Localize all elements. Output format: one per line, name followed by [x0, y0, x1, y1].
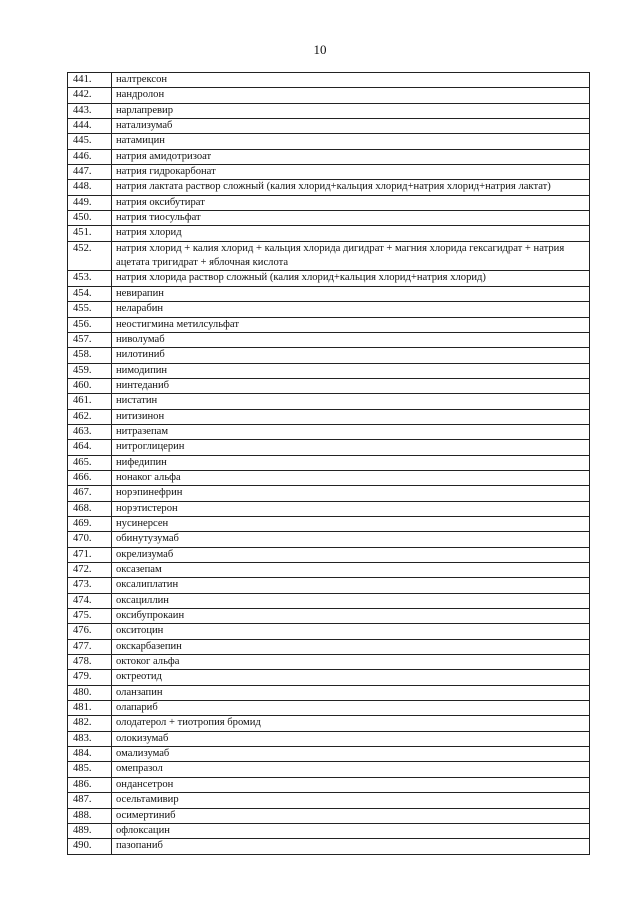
row-number: 472. — [68, 563, 112, 578]
drug-name: натрия хлорид + калия хлорид + кальция хлорида дигидрат + магния хлорида гексагидрат + натрия ацетата тригидрат + яблочная кислота — [112, 241, 590, 271]
drug-name: натрия тиосульфат — [112, 211, 590, 226]
drug-name: норэпинефрин — [112, 486, 590, 501]
row-number: 475. — [68, 609, 112, 624]
table-row — [68, 286, 590, 301]
table-row — [68, 195, 590, 210]
row-number: 473. — [68, 578, 112, 593]
table-row — [68, 149, 590, 164]
table-row — [68, 823, 590, 838]
drug-list-table — [67, 72, 590, 855]
row-number: 445. — [68, 134, 112, 149]
row-number: 487. — [68, 793, 112, 808]
drug-name: натрия хлорида раствор сложный (калия хлорид+кальция хлорид+натрия хлорид) — [112, 271, 590, 286]
drug-name: нитроглицерин — [112, 440, 590, 455]
row-number: 449. — [68, 195, 112, 210]
row-number: 470. — [68, 532, 112, 547]
table-row — [68, 165, 590, 180]
row-number: 471. — [68, 547, 112, 562]
drug-name: оланзапин — [112, 685, 590, 700]
drug-name: окскарбазепин — [112, 639, 590, 654]
table-row — [68, 378, 590, 393]
table-row — [68, 271, 590, 286]
table-row — [68, 409, 590, 424]
table-row — [68, 793, 590, 808]
row-number: 463. — [68, 424, 112, 439]
row-number: 484. — [68, 747, 112, 762]
row-number: 480. — [68, 685, 112, 700]
table-row — [68, 501, 590, 516]
drug-name: офлоксацин — [112, 823, 590, 838]
table-row — [68, 134, 590, 149]
table-row — [68, 578, 590, 593]
table-row — [68, 593, 590, 608]
table-row — [68, 180, 590, 195]
table-row — [68, 762, 590, 777]
row-number: 486. — [68, 777, 112, 792]
table-row — [68, 639, 590, 654]
row-number: 489. — [68, 823, 112, 838]
drug-name: обинутузумаб — [112, 532, 590, 547]
row-number: 466. — [68, 470, 112, 485]
row-number: 457. — [68, 332, 112, 347]
drug-name: нитразепам — [112, 424, 590, 439]
row-number: 453. — [68, 271, 112, 286]
drug-name: натализумаб — [112, 119, 590, 134]
row-number: 451. — [68, 226, 112, 241]
table-row — [68, 685, 590, 700]
row-number: 442. — [68, 88, 112, 103]
drug-name: олапариб — [112, 701, 590, 716]
row-number: 447. — [68, 165, 112, 180]
drug-name: ниволумаб — [112, 332, 590, 347]
row-number: 474. — [68, 593, 112, 608]
drug-name: нандролон — [112, 88, 590, 103]
row-number: 477. — [68, 639, 112, 654]
table-row — [68, 808, 590, 823]
row-number: 478. — [68, 655, 112, 670]
table-row — [68, 624, 590, 639]
drug-name: осельтамивир — [112, 793, 590, 808]
drug-name: олокизумаб — [112, 731, 590, 746]
row-number: 490. — [68, 839, 112, 854]
table-row — [68, 455, 590, 470]
row-number: 444. — [68, 119, 112, 134]
row-number: 448. — [68, 180, 112, 195]
table-row — [68, 563, 590, 578]
row-number: 443. — [68, 103, 112, 118]
row-number: 468. — [68, 501, 112, 516]
row-number: 476. — [68, 624, 112, 639]
table-row — [68, 226, 590, 241]
table-row — [68, 516, 590, 531]
drug-name: окситоцин — [112, 624, 590, 639]
row-number: 452. — [68, 241, 112, 271]
table-row — [68, 547, 590, 562]
table-row — [68, 241, 590, 271]
table-row — [68, 470, 590, 485]
row-number: 461. — [68, 394, 112, 409]
drug-name: нитизинон — [112, 409, 590, 424]
row-number: 455. — [68, 302, 112, 317]
drug-name: натрия амидотризоат — [112, 149, 590, 164]
table-row — [68, 486, 590, 501]
page-number: 10 — [313, 42, 327, 57]
table-row — [68, 701, 590, 716]
drug-name: оксациллин — [112, 593, 590, 608]
table-row — [68, 317, 590, 332]
drug-name: неостигмина метилсульфат — [112, 317, 590, 332]
table-row — [68, 88, 590, 103]
table-row — [68, 532, 590, 547]
row-number: 460. — [68, 378, 112, 393]
drug-name: натрия оксибутират — [112, 195, 590, 210]
table-row — [68, 73, 590, 88]
table-row — [68, 655, 590, 670]
table-row — [68, 440, 590, 455]
drug-list-body — [68, 73, 590, 855]
table-row — [68, 302, 590, 317]
drug-name: пазопаниб — [112, 839, 590, 854]
drug-name: нистатин — [112, 394, 590, 409]
table-row — [68, 716, 590, 731]
table-row — [68, 424, 590, 439]
row-number: 458. — [68, 348, 112, 363]
row-number: 454. — [68, 286, 112, 301]
row-number: 481. — [68, 701, 112, 716]
drug-name: нонаког альфа — [112, 470, 590, 485]
row-number: 469. — [68, 516, 112, 531]
row-number: 488. — [68, 808, 112, 823]
table-row — [68, 747, 590, 762]
row-number: 464. — [68, 440, 112, 455]
drug-name: олодатерол + тиотропия бромид — [112, 716, 590, 731]
drug-name: нинтеданиб — [112, 378, 590, 393]
drug-name: ондансетрон — [112, 777, 590, 792]
table-row — [68, 211, 590, 226]
row-number: 450. — [68, 211, 112, 226]
table-row — [68, 103, 590, 118]
row-number: 456. — [68, 317, 112, 332]
row-number: 467. — [68, 486, 112, 501]
drug-name: омепразол — [112, 762, 590, 777]
row-number: 441. — [68, 73, 112, 88]
drug-name: омализумаб — [112, 747, 590, 762]
drug-name: невирапин — [112, 286, 590, 301]
drug-name: нимодипин — [112, 363, 590, 378]
table-row — [68, 839, 590, 854]
drug-name: натрия хлорид — [112, 226, 590, 241]
table-row — [68, 609, 590, 624]
table-row — [68, 731, 590, 746]
drug-name: оксалиплатин — [112, 578, 590, 593]
row-number: 482. — [68, 716, 112, 731]
table-row — [68, 363, 590, 378]
table-row — [68, 394, 590, 409]
drug-name: нусинерсен — [112, 516, 590, 531]
row-number: 459. — [68, 363, 112, 378]
row-number: 465. — [68, 455, 112, 470]
table-row — [68, 119, 590, 134]
drug-name: нифедипин — [112, 455, 590, 470]
drug-name: октреотид — [112, 670, 590, 685]
row-number: 483. — [68, 731, 112, 746]
drug-name: оксибупрокаин — [112, 609, 590, 624]
table-row — [68, 332, 590, 347]
drug-name: нарлапревир — [112, 103, 590, 118]
row-number: 479. — [68, 670, 112, 685]
table-row — [68, 670, 590, 685]
drug-name: октоког альфа — [112, 655, 590, 670]
row-number: 446. — [68, 149, 112, 164]
drug-name: нилотиниб — [112, 348, 590, 363]
table-row — [68, 348, 590, 363]
drug-name: осимертиниб — [112, 808, 590, 823]
drug-name: норэтистерон — [112, 501, 590, 516]
row-number: 485. — [68, 762, 112, 777]
drug-name: оксазепам — [112, 563, 590, 578]
drug-name: окрелизумаб — [112, 547, 590, 562]
drug-name: натрия лактата раствор сложный (калия хлорид+кальция хлорид+натрия хлорид+натрия лактат) — [112, 180, 590, 195]
row-number: 462. — [68, 409, 112, 424]
drug-name: натамицин — [112, 134, 590, 149]
drug-name: неларабин — [112, 302, 590, 317]
table-row — [68, 777, 590, 792]
drug-name: налтрексон — [112, 73, 590, 88]
drug-name: натрия гидрокарбонат — [112, 165, 590, 180]
